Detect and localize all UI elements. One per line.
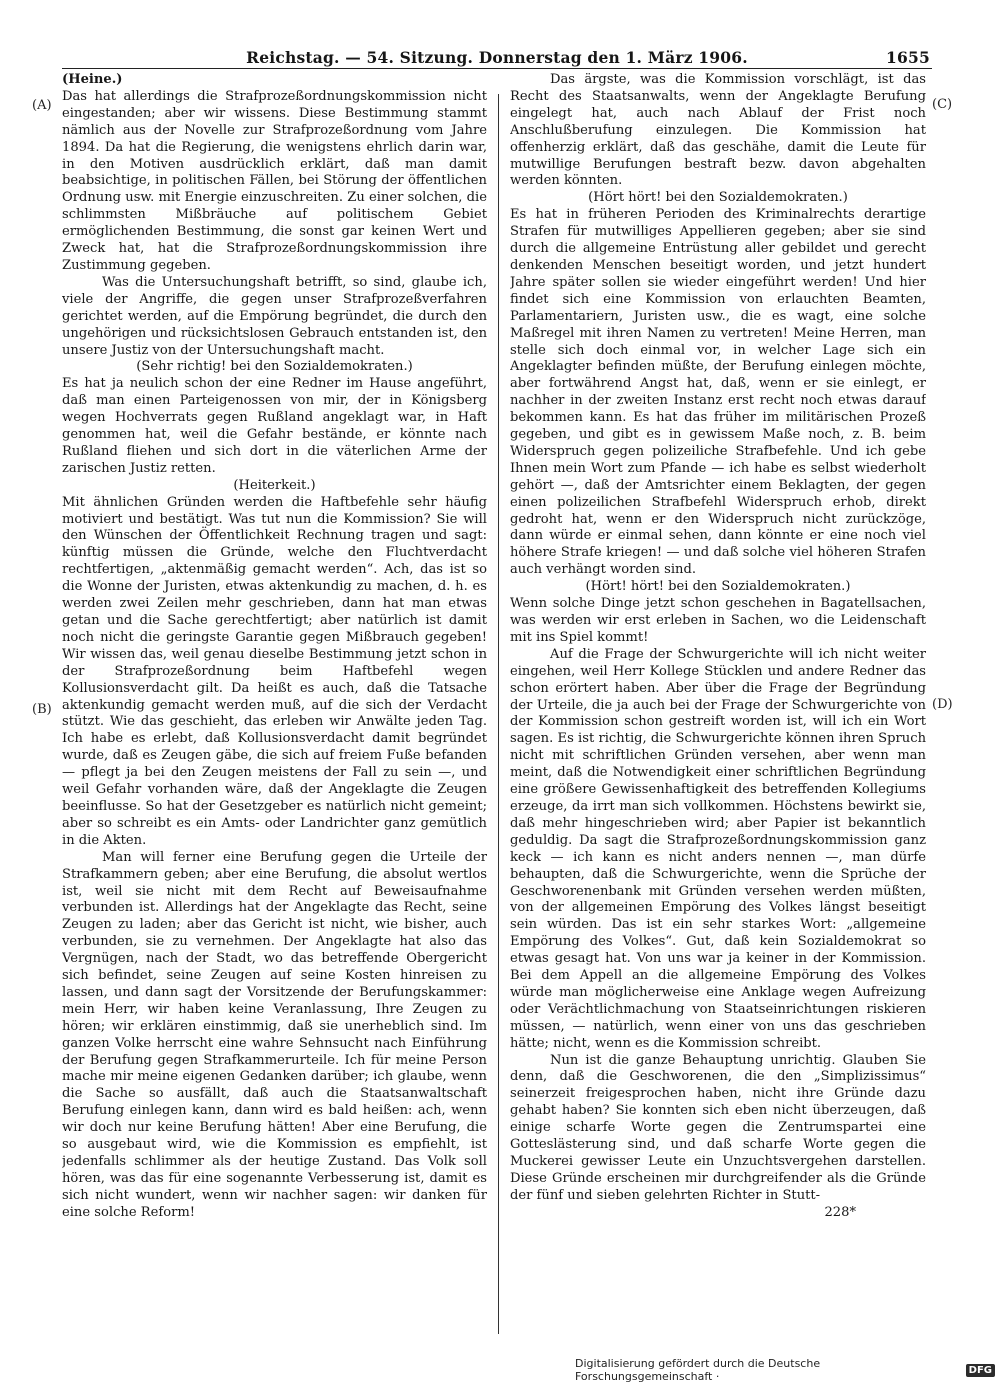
footer-credit xyxy=(575,1357,995,1383)
running-title: Reichstag. — 54. Sitzung. Donnerstag den 1. März 1906. xyxy=(246,48,748,67)
paragraph: Es hat in früheren Perioden des Kriminalrechts derartige Strafen für mutwilliges Appellieren gegeben; aber sie sind durch die allgemeine Entrüstung aller gebildet und gerecht denkenden Menschen beseitigt worden, und jetzt hundert Jahre später sollen sie wieder eingeführt werden! Und hier findet sich eine Kommission von erlauchten Beamten, Parlamentariern, Juristen usw., die es wagt, eine solche Maßregel mit ihren Namen zu vertreten! Meine Herren, man stelle sich doch einmal vor, in welcher Lage sich ein Angeklagter befinden müßte, der Berufung einlegen möchte, aber fortwährend Angst hat, daß, wenn er sie einlegt, er nachher in der zweiten Instanz erst recht noch etwas darauf bekommen kann. Es hat das früher im militärischen Prozeß gegeben, und gibt es in gewissem Maße noch, z. B. beim Widerspruch gegen polizeiliche Strafbefehle. Und ich gebe Ihnen mein Wort zum Pfande — ich habe es selbst wiederholt gehört —, daß der Amtsrichter einem Beklagten, der gegen einen polizeilichen Strafbefehl Widerspruch erhob, direkt gedroht hat, wenn er den Widerspruch nicht zurückzöge, dann würde er einmal sehen, dann könnte er eine noch viel höhere Strafe kriegen! — und daß solche viel höheren Strafen auch verhängt worden sind. xyxy=(510,207,926,578)
paragraph: Was die Untersuchungshaft betrifft, so sind, glaube ich, viele der Angriffe, die gegen unser Strafprozeßverfahren gerichtet werden, auf die Empörung begründet, die durch den ungehörigen und rücksichtslosen Gebrauch entstanden ist, den unsere Justiz von der Untersuchungshaft macht. xyxy=(62,274,487,358)
interjection: (Heiterkeit.) xyxy=(233,477,316,493)
paragraph: Man will ferner eine Berufung gegen die Urteile der Strafkammern geben; aber eine Berufung, die absolut wertlos ist, weil sie nicht mit dem Recht auf Beweisaufnahme verbunden ist. Allerdings hat der Angeklagte das Recht, seine Zeugen zu laden; aber das Gericht ist nicht, wie bisher, auch verbunden, sie zu vernehmen. Der Angeklagte hat also das Vergnügen, nach der Stadt, wo das betreffende Obergericht sich befindet, seine Zeugen auf seine Kosten hinreisen zu lassen, und dann sagt der Vorsitzende der Berufungskammer: mein Herr, wir haben keine Veranlassung, Ihre Zeugen zu hören; wir erklären einstimmig, daß sie unerheblich sind. Im ganzen Volke herrscht eine wahre Sehnsucht nach Einführung der Berufung gegen Strafkammerurteile. Ich für meine Person mache mir meine eigenen Gedanken darüber; ich glaube, wenn die Sache so ausfällt, daß auch die Staatsanwaltschaft Berufung einlegen kann, dann wird es bald heißen: ach, wenn wir doch nur keine Berufung hätten! Aber eine Berufung, die so ausgebaut wird, wie die Kommission es empfiehlt, ist jedenfalls schlimmer als der heutige Zustand. Das Volk soll hören, was das für eine sogenannte Verbesserung ist, damit es sich nicht wundert, wenn wir nachher sagen: wir danken für eine solche Reform! xyxy=(62,849,487,1220)
paragraph: Auf die Frage der Schwurgerichte will ich nicht weiter eingehen, weil Herr Kollege Stücklen und andere Redner das schon erörtert haben. Aber über die Frage der Begründung der Urteile, die ja auch bei der Frage der Schwurgerichte von der Kommission schon gestreift worden ist, will ich ein Wort sagen. Es ist richtig, die Schwurgerichte können ihren Spruch nicht mit schriftlichen Gründen versehen, aber wenn man meint, daß die Notwendigkeit einer schriftlichen Begründung eine größere Gewissenhaftigkeit des betreffenden Kollegiums erzeuge, da irrt man sich vollkommen. Höchstens bewirkt sie, daß mehr hingeschrieben wird; aber Papier ist bekanntlich geduldig. Da sagt die Strafprozeßordnungskommission ganz keck — ich kann es nicht anders nennen —, man dürfe behaupten, daß die Schwurgerichte, wenn die Sprüche der Geschworenenbank mit Gründen versehen werden müßten, von der allgemeinen Empörung des Volkes längst beseitigt sein würden. Das ist ein sehr starkes Wort: „allgemeine Empörung des Volkes“. Gut, daß kein Sozialdemokrat so etwas gesagt hat. Von uns war ja keiner in der Kommission. Bei dem Appell an die allgemeine Empörung des Volkes würde man möglicherweise eine Anklage wegen Aufreizung oder Verächtlichmachung von Staatseinrichtungen riskieren müssen, — natürlich, wenn einer von uns das geschrieben hätte; nicht, wenn es die Kommission schreibt. xyxy=(510,646,926,1051)
paragraph: Das hat allerdings die Strafprozeßordnungskommission nicht eingestanden; aber wir wissens. Diese Bestimmung stammt nämlich aus der Novelle zur Strafprozeßordnung vom Jahre 1894. Da hat die Regierung, die wenigstens ehrlich darin war, in den Motiven ausdrücklich erklärt, daß man damit beabsichtige, in politischen Fällen, bei Störung der öffentlichen Ordnung usw. mit Energie einzuschreiten. Zu einer solchen, die schlimmsten Mißbräuche auf politischem Gebiet ermöglichenden Bestimmung, die sonst gar keinen Wert und Zweck hat, hat die Strafprozeßordnungskommission ihre Zustimmung gegeben. xyxy=(62,88,487,273)
running-header xyxy=(62,46,932,69)
margin-mark-c: (C) xyxy=(932,97,953,112)
left-column xyxy=(62,72,487,1330)
margin-mark-a: (A) xyxy=(32,98,52,113)
margin-mark-d: (D) xyxy=(932,697,953,712)
interjection: (Hört! hört! bei den Sozialdemokraten.) xyxy=(585,579,851,595)
right-column xyxy=(510,72,926,1330)
interjection: (Sehr richtig! bei den Sozialdemokraten.) xyxy=(136,359,413,375)
dfg-logo-icon: DFG xyxy=(966,1364,995,1377)
speaker-label: (Heine.) xyxy=(62,72,123,87)
paragraph: Das ärgste, was die Kommission vorschlägt, ist das Recht des Staatsanwalts, wenn der Angeklagte Berufung eingelegt hat, auch nach Ablauf der Frist noch Anschlußberufung einzulegen. Die Kommission hat offenherzig erklärt, daß das geschähe, damit die Leute für mutwillige Berufungen bestraft bezw. davon abgehalten werden könnten. xyxy=(510,72,926,189)
paragraph: Wenn solche Dinge jetzt schon geschehen in Bagatellsachen, was werden wir erst erleben in Sachen, wo die Leidenschaft mit ins Spiel kommt! xyxy=(510,596,926,645)
interjection: (Hört hört! bei den Sozialdemokraten.) xyxy=(588,190,848,206)
paragraph: Nun ist die ganze Behauptung unrichtig. Glauben Sie denn, daß die Geschworenen, die den „Simplizissimus“ seinerzeit freigesprochen haben, nicht ihre Gründe dazu gehabt haben? Sie konnten sich eben nicht überzeugen, daß einige scharfe Worte gegen die Zentrumspartei eine Gotteslästerung sind, und daß scharfe Worte gegen die Muckerei gewisser Leute ein Unzuchtsvergehen darstellen. Diese Gründe erscheinen mir durchgreifender als die Gründe der fünf und sieben gelehrten Richter in Stutt- xyxy=(510,1052,926,1203)
paragraph: Mit ähnlichen Gründen werden die Haftbefehle sehr häufig motiviert und bestätigt. Was tut nun die Kommission? Sie will den Wünschen der Öffentlichkeit Rechnung tragen und sagt: künftig müssen die Gründe, welche den Fluchtverdacht rechtfertigen, „aktenmäßig gemacht werden“. Ach, das ist so die Wonne der Juristen, etwas aktenkundig zu machen, d. h. es werden zwei Zeilen mehr geschrieben, dann hat man etwas getan und die Sache gerechtfertigt; aber natürlich ist damit noch nicht die geringste Garantie gegen Mißbrauch gegeben! Wir wissen das, weil genau dieselbe Bestimmung jetzt schon in der Strafprozeßordnung beim Haftbefehl wegen Kollusionsverdacht gilt. Da heißt es auch, daß die Tatsache aktenkundig gemacht werden muß, auf die sich der Verdacht stützt. Wie das geschieht, das erleben wir Anwälte jeden Tag. Ich habe es erlebt, daß Kollusionsverdacht damit begründet wurde, daß es Zeugen gäbe, die sich auf freiem Fuße befanden — pflegt ja bei den Zeugen meistens der Fall zu sein —, und weil Gefahr vorhanden wäre, daß der Angeklagte die Zeugen beeinflusse. So hat der Gesetzgeber es natürlich nicht gemeint; aber so schreibt es ein Amts- oder Landrichter ganz gemütlich in die Akten. xyxy=(62,494,487,848)
column-divider xyxy=(498,94,499,1334)
margin-mark-b: (B) xyxy=(32,702,52,717)
page-number: 1655 xyxy=(886,48,930,67)
paragraph: Es hat ja neulich schon der eine Redner im Hause angeführt, daß man einen Parteigenossen von mir, der in Königsberg wegen Hochverrats gegen Rußland angeklagt war, in Haft genommen hat, weil die Gefahr bestände, er könnte nach Rußland fliehen und sich dort in die väterlichen Arme der zarischen Justiz retten. xyxy=(62,376,487,476)
footer-credit-text: Digitalisierung gefördert durch die Deutsche Forschungsgemeinschaft · xyxy=(575,1357,821,1383)
sheet-signature: 228* xyxy=(824,1204,856,1220)
